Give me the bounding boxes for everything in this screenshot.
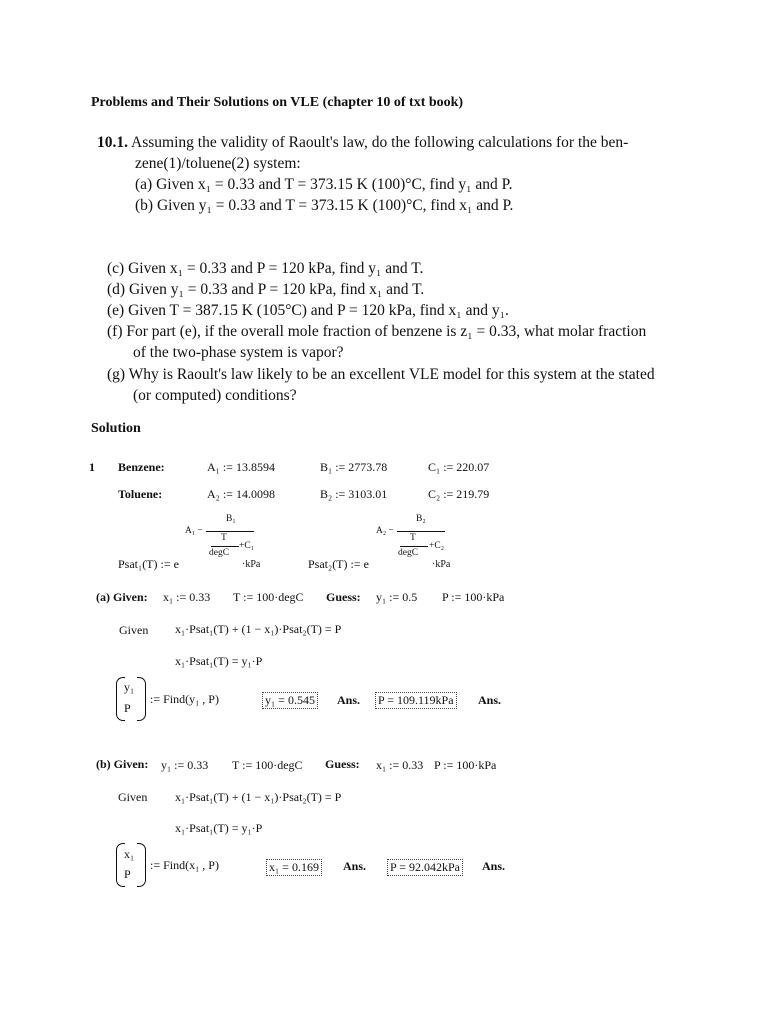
part-a-y1-guess: y₁ := 0.5 — [376, 590, 418, 604]
psat1-b1: B₁ — [226, 514, 236, 524]
problem-part-c: (c) Given x₁ = 0.33 and P = 120 kPa, find y₁ and T. — [107, 260, 424, 277]
problem-part-g-line1: (g) Why is Raoult's law likely to be an excellent VLE model for this system at the stated — [107, 366, 655, 383]
problem-part-d: (d) Given y₁ = 0.33 and P = 120 kPa, find x₁ and T. — [107, 281, 425, 298]
page-title: Problems and Their Solutions on VLE (chapter 10 of txt book) — [91, 95, 464, 110]
problem-number: 10.1. — [97, 134, 128, 151]
psat1-c1: +C₁ — [239, 541, 255, 551]
problem-intro-line1: Assuming the validity of Raoult's law, do the following calculations for the ben- — [131, 134, 629, 151]
section-number: 1 — [89, 460, 95, 474]
psat1-kpa: ·kPa — [242, 559, 261, 570]
problem-part-e: (e) Given T = 387.15 K (105°C) and P = 120 kPa, find x₁ and y₁. — [107, 302, 509, 319]
solution-heading: Solution — [91, 421, 141, 436]
part-b-vector-right-paren — [137, 843, 146, 887]
part-b-result-p: P = 92.042kPa — [387, 859, 463, 876]
psat1-degc: degC — [209, 548, 230, 558]
psat1-t-fraction-bar — [211, 546, 239, 547]
benzene-label: Benzene: — [118, 460, 165, 474]
problem-part-b: (b) Given y₁ = 0.33 and T = 373.15 K (100)°C, find x₁ and P. — [135, 197, 514, 214]
psat2-main-fraction-bar — [397, 531, 445, 532]
constant-a1: A₁ := 13.8594 — [207, 460, 275, 474]
psat1-main-fraction-bar — [206, 531, 254, 532]
part-b-result-x1: x₁ = 0.169 — [266, 859, 322, 876]
part-a-x1: x₁ := 0.33 — [163, 590, 211, 604]
part-b-equation-1: x₁·Psat₁(T) + (1 − x₁)·Psat₂(T) = P — [175, 790, 342, 804]
part-a-find: := Find(y₁ , P) — [150, 692, 219, 706]
part-a-ans-2: Ans. — [478, 693, 502, 707]
part-b-x1-guess: x₁ := 0.33 — [376, 758, 424, 772]
part-a-equation-1: x₁·Psat₁(T) + (1 − x₁)·Psat₂(T) = P — [175, 622, 342, 636]
part-b-equation-2: x₁·Psat₁(T) = y₁·P — [175, 821, 263, 835]
psat2-c2: +C₂ — [429, 541, 445, 551]
part-b-given: Given — [118, 790, 148, 804]
constant-a2: A₂ := 14.0098 — [207, 487, 275, 501]
problem-part-f-line1: (f) For part (e), if the overall mole fraction of benzene is z₁ = 0.33, what molar fraction — [107, 323, 647, 340]
constant-b1: B₁ := 2773.78 — [320, 460, 388, 474]
psat2-lhs: Psat₂(T) := e — [308, 557, 369, 571]
part-a-result-p: P = 109.119kPa — [375, 692, 457, 709]
problem-part-g-line2: (or computed) conditions? — [133, 387, 297, 404]
part-a-equation-2: x₁·Psat₁(T) = y₁·P — [175, 654, 263, 668]
part-a-result-y1: y₁ = 0.545 — [262, 692, 318, 709]
part-b-t: T := 100·degC — [232, 758, 303, 772]
problem-block — [97, 132, 628, 153]
constant-b2: B₂ := 3103.01 — [320, 487, 388, 501]
part-b-p-guess: P := 100·kPa — [434, 758, 497, 772]
psat1-t: T — [221, 533, 227, 543]
constant-c2: C₂ := 219.79 — [428, 487, 490, 501]
psat2-b2: B₂ — [416, 514, 426, 524]
psat2-a2: A₂ − — [376, 526, 394, 536]
part-a-ans-1: Ans. — [337, 693, 361, 707]
part-b-vector-top: x₁ — [124, 847, 135, 861]
psat1-a1: A₁ − — [185, 526, 203, 536]
psat2-t: T — [410, 533, 416, 543]
part-a-t: T := 100·degC — [233, 590, 304, 604]
part-b-guess-label: Guess: — [325, 757, 360, 771]
psat2-kpa: ·kPa — [432, 559, 451, 570]
part-a-guess-label: Guess: — [326, 590, 361, 604]
part-b-label: (b) Given: — [96, 757, 149, 771]
constant-c1: C₁ := 220.07 — [428, 460, 490, 474]
problem-part-a: (a) Given x₁ = 0.33 and T = 373.15 K (100)°C, find y₁ and P. — [135, 176, 513, 193]
psat1-lhs: Psat₁(T) := e — [118, 557, 179, 571]
psat2-t-fraction-bar — [400, 546, 428, 547]
part-b-y1: y₁ := 0.33 — [161, 758, 209, 772]
toluene-label: Toluene: — [118, 487, 163, 501]
part-b-ans-2: Ans. — [482, 859, 506, 873]
problem-intro-line2: zene(1)/toluene(2) system: — [135, 155, 301, 172]
problem-part-f-line2: of the two-phase system is vapor? — [133, 344, 344, 361]
part-b-ans-1: Ans. — [343, 859, 367, 873]
part-a-vector-top: y₁ — [124, 680, 135, 694]
part-b-vector-bottom: P — [124, 867, 131, 881]
part-a-label: (a) Given: — [96, 590, 148, 604]
part-a-given: Given — [119, 623, 149, 637]
psat2-degc: degC — [398, 548, 419, 558]
part-b-find: := Find(x₁ , P) — [150, 858, 219, 872]
part-a-p-guess: P := 100·kPa — [442, 590, 505, 604]
part-a-vector-right-paren — [137, 677, 146, 721]
part-a-vector-bottom: P — [124, 701, 131, 715]
